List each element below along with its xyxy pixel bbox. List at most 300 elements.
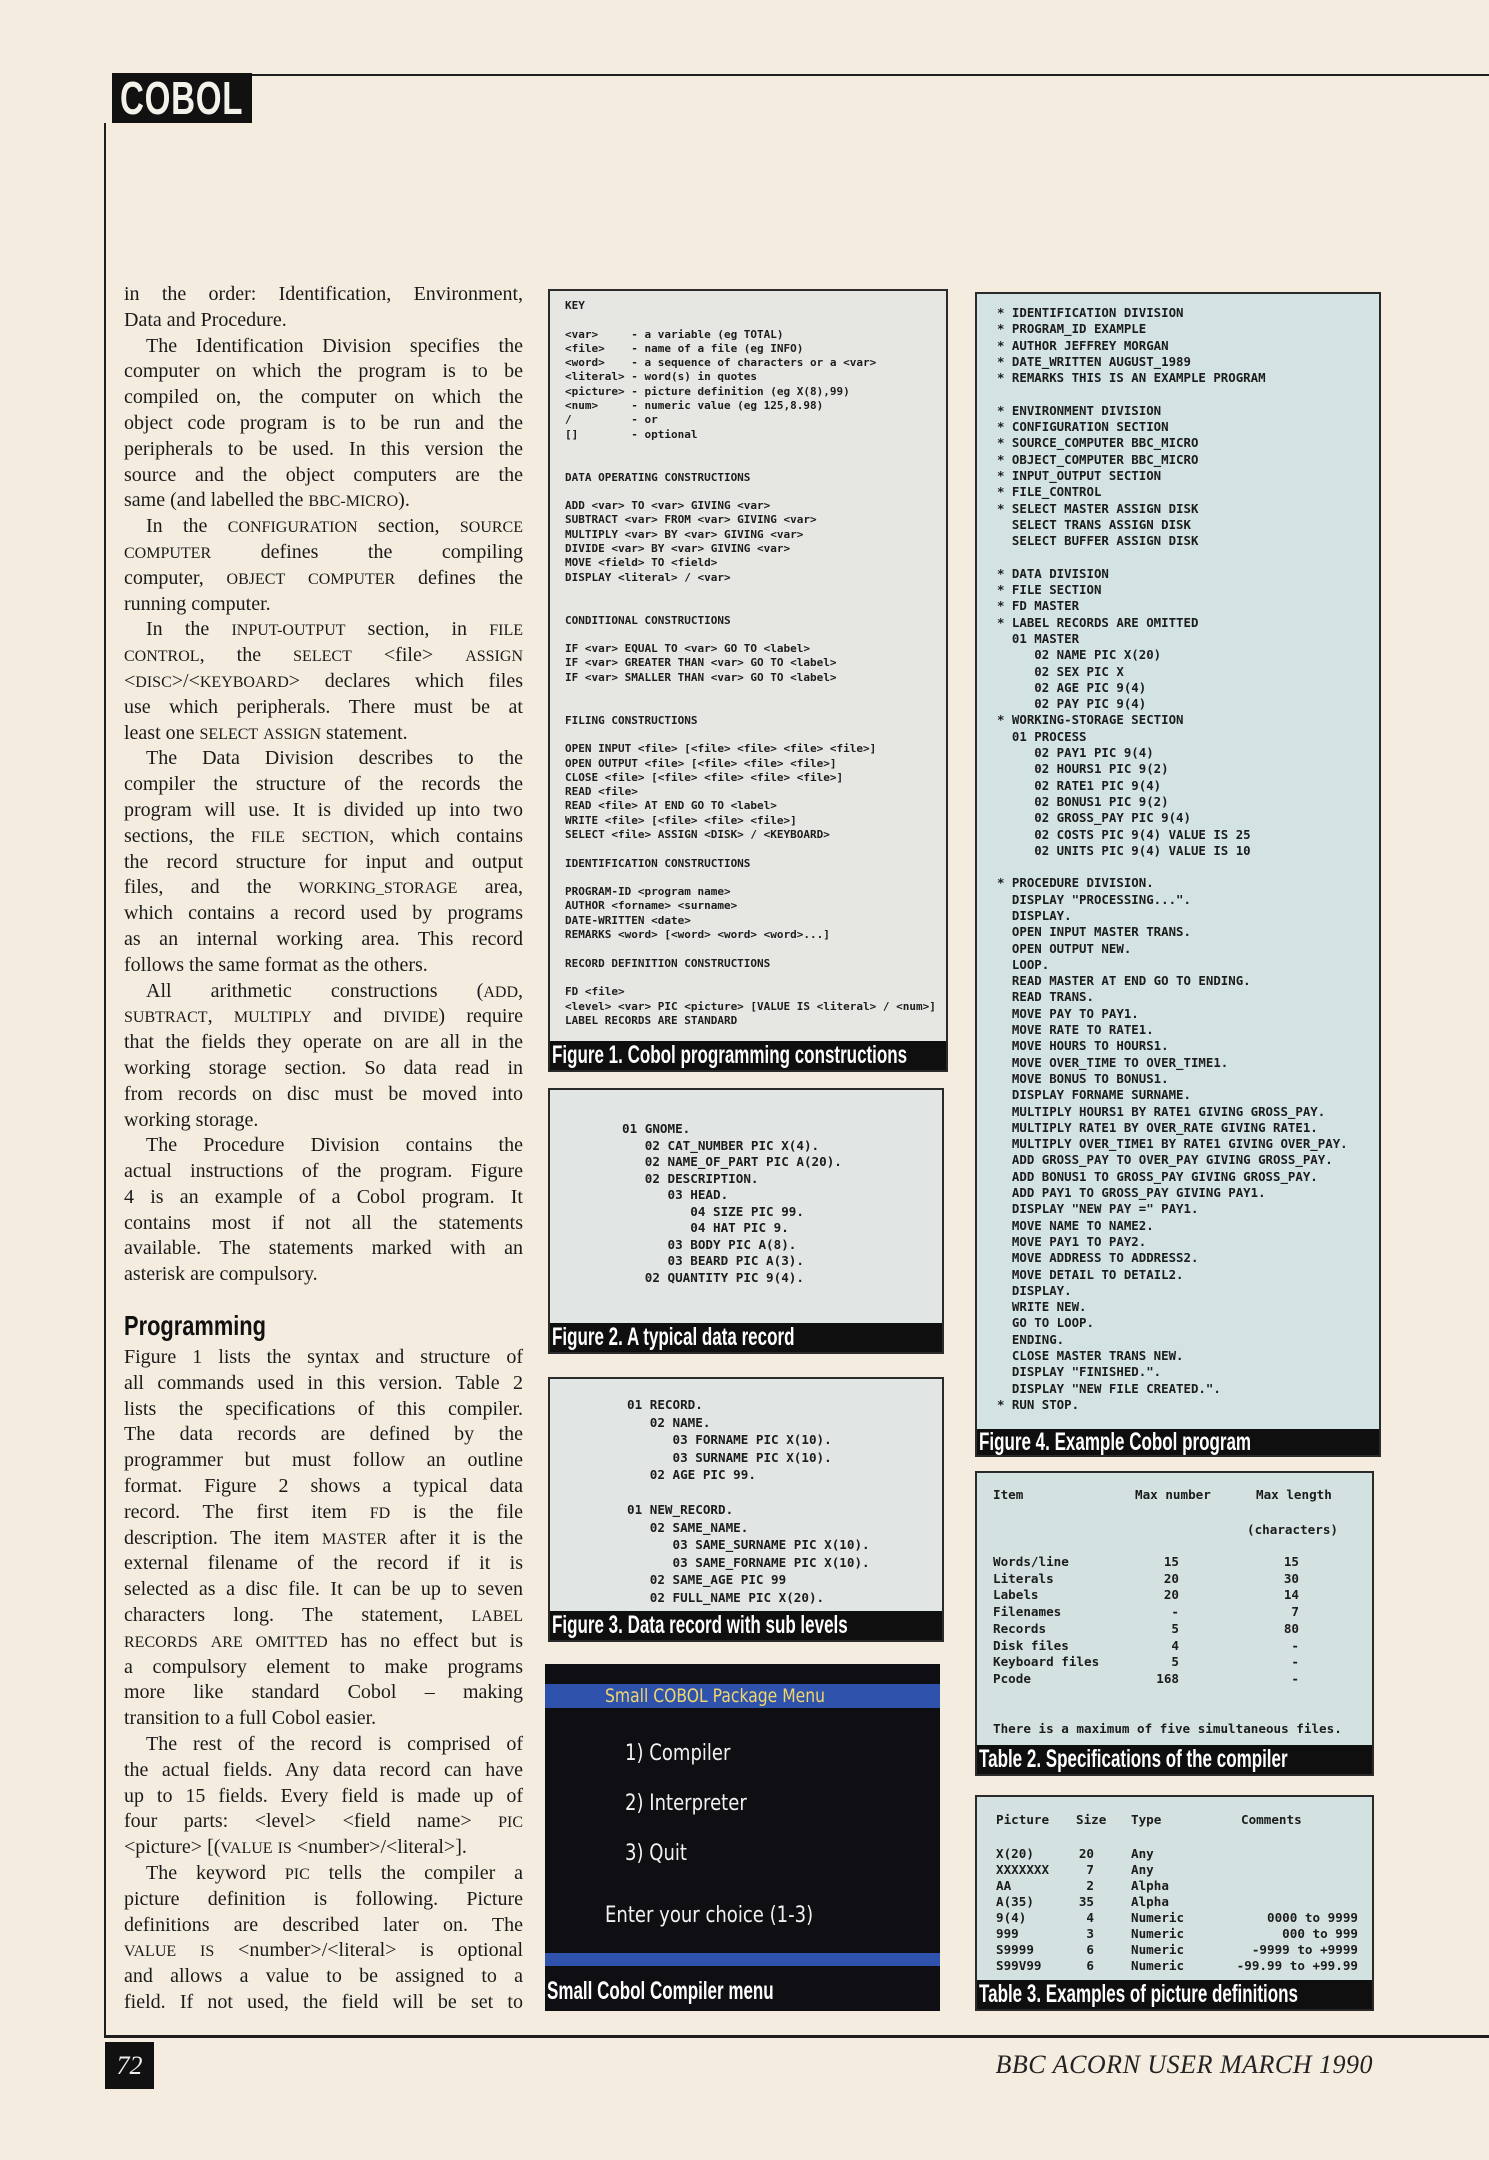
menu-bottom-bar — [545, 1953, 940, 1966]
table-3-cell-type: Any — [1131, 1846, 1154, 1861]
code-line: OPEN INPUT MASTER TRANS. — [997, 924, 1191, 940]
menu-item-quit: 3) Quit — [625, 1841, 687, 1866]
code-line: CLOSE <file> [<file> <file> <file> <file>] — [565, 770, 844, 784]
article-body-part1 — [124, 282, 523, 1288]
table-2-cell-item: Pcode — [993, 1670, 1031, 1686]
table-2-cell-max-number: 4 — [1171, 1637, 1179, 1653]
figure-1-caption-bar — [550, 1041, 946, 1070]
text-line: computer on which the program is to be — [124, 360, 523, 383]
code-line: DISPLAY FORNAME SURNAME. — [997, 1087, 1191, 1103]
code-line: * IDENTIFICATION DIVISION — [997, 305, 1184, 320]
text-line: more like standard Cobol – making — [124, 1681, 523, 1704]
code-line: RECORD DEFINITION CONSTRUCTIONS — [565, 956, 771, 970]
code-line: 02 NAME. — [627, 1414, 711, 1430]
table-3-cell-picture: 999 — [996, 1926, 1019, 1941]
text-line: in the order: Identification, Environment, — [124, 283, 523, 305]
code-line: MULTIPLY OVER_TIME1 BY RATE1 GIVING OVER_PAY. — [997, 1136, 1348, 1152]
code-line: * SELECT MASTER ASSIGN DISK — [997, 500, 1199, 516]
code-line: MOVE RATE TO RATE1. — [997, 1022, 1154, 1038]
table-2-cell-max-length: - — [1291, 1670, 1299, 1686]
text-line: SUBTRACT, MULTIPLY and DIVIDE) require — [124, 1005, 523, 1028]
menu-screenshot — [545, 1664, 940, 2011]
code-line: IF <var> EQUAL TO <var> GO TO <label> — [565, 642, 811, 656]
code-line: 02 SAME_AGE PIC 99 — [627, 1572, 787, 1587]
code-line: MOVE ADDRESS TO ADDRESS2. — [997, 1250, 1199, 1266]
text-line: working storage section. So data read in — [124, 1056, 523, 1079]
text-line: 4 is an example of a Cobol program. It — [124, 1185, 523, 1208]
text-line: <DISC>/<KEYBOARD> declares which files — [124, 669, 523, 692]
text-line: selected as a disc file. It can be up to seven — [124, 1578, 523, 1601]
code-line: READ MASTER AT END GO TO ENDING. — [997, 973, 1251, 989]
code-line: DIVIDE <var> BY <var> GIVING <var> — [565, 542, 791, 556]
header-rule — [252, 74, 1489, 76]
code-line — [565, 456, 936, 470]
text-line: use which peripherals. There must be at — [124, 695, 523, 718]
table-2-cell-item: Filenames — [993, 1604, 1062, 1620]
text-line: external filename of the record if it is — [124, 1552, 523, 1575]
code-line: * AUTHOR JEFFREY MORGAN — [997, 337, 1169, 353]
code-line: FILING CONSTRUCTIONS — [565, 713, 698, 727]
code-line: * PROCEDURE DIVISION. — [997, 875, 1154, 891]
code-line: 03 HEAD. — [622, 1187, 729, 1202]
text-line: from records on disc must be moved into — [124, 1082, 523, 1105]
text-line: All arithmetic constructions (ADD, — [146, 979, 523, 1002]
code-line: KEY — [565, 299, 585, 312]
text-line: which contains a record used by programs — [124, 902, 523, 925]
paragraph — [124, 1133, 523, 1288]
table-2-cell-item: Words/line — [993, 1554, 1069, 1569]
code-line: <var> - a variable (eg TOTAL) — [565, 327, 784, 341]
table-3-cell-picture: 9(4) — [996, 1910, 1027, 1925]
code-line: 02 SEX PIC X — [997, 663, 1124, 679]
table-2-cell-max-number: 20 — [1163, 1570, 1179, 1586]
figure-4 — [975, 292, 1381, 1457]
code-line — [565, 728, 936, 742]
code-line: 03 BODY PIC A(8). — [622, 1236, 797, 1252]
text-line: The Procedure Division contains the — [146, 1134, 523, 1157]
table-3-cell-comments: -9999 to +9999 — [1251, 1942, 1358, 1957]
text-line: program will use. It is divided up into two — [124, 798, 523, 821]
code-line: MOVE HOURS TO HOURS1. — [997, 1038, 1169, 1054]
table-2-cell-max-number: 5 — [1171, 1654, 1179, 1670]
code-line: OPEN OUTPUT NEW. — [997, 940, 1132, 956]
paragraph — [124, 746, 523, 978]
table-3-cell-comments: 000 to 999 — [1282, 1926, 1358, 1941]
code-line: * FD MASTER — [997, 598, 1080, 614]
text-line: the actual fields. Any data record can have — [124, 1758, 523, 1781]
text-line: The keyword PIC tells the compiler a — [146, 1861, 523, 1884]
code-line: 03 BEARD PIC A(3). — [622, 1253, 804, 1268]
text-line: object code program is to be run and the — [124, 411, 523, 434]
text-line: picture definition is following. Picture — [124, 1887, 523, 1910]
text-line: files, and the WORKING_STORAGE area, — [124, 876, 523, 899]
table-3-cell-type: Any — [1131, 1862, 1154, 1877]
code-line: MOVE <field> TO <field> — [565, 556, 718, 570]
code-line: * DATA DIVISION — [997, 565, 1109, 581]
table-2-cell-item: Records — [993, 1620, 1047, 1636]
code-line: 01 PROCESS — [997, 728, 1087, 744]
code-line: DISPLAY "PROCESSING...". — [997, 891, 1191, 907]
text-line: actual instructions of the program. Figure — [124, 1160, 523, 1183]
menu-item-interpreter: 2) Interpreter — [625, 1791, 747, 1816]
code-line: LOOP. — [997, 956, 1050, 972]
figure-3-caption-bar — [550, 1611, 942, 1640]
code-line: <word> - a sequence of characters or a <var> — [565, 356, 877, 370]
section-badge-label: COBOL — [120, 73, 244, 123]
text-line: record. The first item FD is the file — [124, 1500, 523, 1523]
code-line: FD <file> — [565, 985, 625, 999]
table-3-caption-bar — [977, 1980, 1372, 2009]
text-line: contains most if not all the statements — [124, 1211, 523, 1234]
code-line: CLOSE MASTER TRANS NEW. — [997, 1348, 1184, 1363]
text-line: all commands used in this version. Table 2 — [124, 1371, 523, 1394]
code-line: 03 SAME_FORNAME PIC X(10). — [627, 1554, 870, 1570]
code-line: / - or — [565, 413, 658, 427]
text-line: peripherals to be used. In this version the — [124, 437, 523, 460]
code-line: WRITE NEW. — [997, 1299, 1087, 1315]
table-3-cell-type: Numeric — [1131, 1910, 1185, 1925]
code-line: 02 DESCRIPTION. — [622, 1170, 759, 1186]
code-line: * WORKING-STORAGE SECTION — [997, 712, 1184, 728]
text-line: programmer but must follow an outline — [124, 1449, 523, 1472]
text-line: Figure 1 lists the syntax and structure of — [124, 1346, 523, 1368]
paragraph — [124, 1732, 523, 1861]
table-3-cell-size: 2 — [1086, 1878, 1094, 1893]
code-line: MULTIPLY HOURS1 BY RATE1 GIVING GROSS_PAY. — [997, 1103, 1326, 1119]
paragraph — [124, 282, 523, 334]
text-line: least one SELECT ASSIGN statement. — [124, 721, 408, 744]
code-line: 02 CAT_NUMBER PIC X(4). — [622, 1137, 820, 1153]
code-line: 02 HOURS1 PIC 9(2) — [997, 761, 1169, 777]
text-line: running computer. — [124, 592, 271, 615]
text-line: working storage. — [124, 1108, 259, 1131]
article-body-part2 — [124, 1345, 523, 2016]
code-line — [997, 549, 1348, 565]
code-line — [565, 842, 936, 856]
code-line: IF <var> GREATER THAN <var> GO TO <label> — [565, 656, 837, 670]
figure-2-caption-bar — [550, 1323, 942, 1352]
menu-prompt: Enter your choice (1-3) — [605, 1903, 814, 1928]
code-line: * FILE_CONTROL — [997, 484, 1102, 500]
code-line: 02 RATE1 PIC 9(4) — [997, 777, 1162, 793]
paragraph — [124, 514, 523, 617]
code-line: DISPLAY "NEW PAY =" PAY1. — [997, 1201, 1199, 1217]
code-line: * CONFIGURATION SECTION — [997, 419, 1169, 435]
text-line: as an internal working area. This record — [124, 927, 523, 950]
code-line: 02 COSTS PIC 9(4) VALUE IS 25 — [997, 826, 1251, 842]
figure-3-code — [627, 1397, 870, 1607]
menu-item-compiler: 1) Compiler — [625, 1741, 731, 1766]
paragraph — [124, 1345, 523, 1732]
figure-1 — [548, 289, 948, 1072]
magazine-footer: BBC ACORN USER MARCH 1990 — [995, 2050, 1373, 2079]
table-2-footnote: There is a maximum of five simultaneous files. — [993, 1721, 1342, 1736]
code-line: READ <file> AT END GO TO <label> — [565, 799, 777, 813]
code-line: <level> <var> PIC <picture> [VALUE IS <literal> / <num>] — [565, 999, 936, 1013]
code-line: MOVE NAME TO NAME2. — [997, 1217, 1154, 1233]
code-line — [627, 1485, 870, 1503]
code-line: 02 BONUS1 PIC 9(2) — [997, 793, 1169, 809]
page-number: 72 — [105, 2042, 154, 2089]
table-3-cell-picture: X(20) — [996, 1846, 1034, 1861]
code-line — [565, 942, 936, 956]
code-line: MOVE PAY TO PAY1. — [997, 1005, 1139, 1021]
text-line: and allows a value to be assigned to a — [124, 1965, 523, 1988]
text-line: characters long. The statement, LABEL — [124, 1603, 523, 1626]
code-line — [997, 859, 1348, 875]
table-3-cell-size: 4 — [1086, 1910, 1094, 1925]
figure-4-caption: Figure 4. Example Cobol program — [979, 1429, 1252, 1455]
table-2-cell-item: Disk files — [993, 1637, 1069, 1653]
code-line — [565, 971, 936, 985]
table-3-cell-type: Alpha — [1131, 1878, 1169, 1893]
table-2-caption: Table 2. Specifications of the compiler — [979, 1745, 1288, 1773]
table-2-cell-item: Literals — [993, 1570, 1054, 1586]
text-line: available. The statements marked with an — [124, 1237, 523, 1260]
code-line: 02 NAME_OF_PART PIC A(20). — [622, 1154, 842, 1169]
table-3-cell-picture: S9999 — [996, 1942, 1034, 1957]
table-3-cell-picture: S99V99 — [996, 1958, 1042, 1973]
code-line: MOVE PAY1 TO PAY2. — [997, 1233, 1147, 1249]
code-line: CONDITIONAL CONSTRUCTIONS — [565, 613, 731, 627]
text-line: In the INPUT-OUTPUT section, in FILE — [146, 618, 524, 641]
table-2-cell-max-length: 80 — [1283, 1620, 1299, 1636]
code-line: ADD GROSS_PAY TO OVER_PAY GIVING GROSS_PAY. — [997, 1152, 1333, 1168]
table-2-header-unit: (characters) — [1247, 1522, 1338, 1537]
code-line — [997, 386, 1348, 402]
table-2-header-item: Item — [993, 1487, 1024, 1502]
code-line: READ <file> — [565, 785, 638, 799]
code-line: REMARKS <word> [<word> <word> <word>...] — [565, 928, 830, 942]
code-line: 02 PAY1 PIC 9(4) — [997, 745, 1154, 761]
code-line — [565, 628, 936, 642]
code-line: MULTIPLY RATE1 BY OVER_RATE GIVING RATE1. — [997, 1119, 1318, 1135]
code-line — [565, 585, 936, 599]
table-3-header-type: Type — [1131, 1812, 1162, 1827]
menu-caption-bar — [545, 1977, 940, 2011]
table-3-cell-size: 6 — [1086, 1942, 1094, 1957]
code-line: * INPUT_OUTPUT SECTION — [997, 467, 1162, 483]
table-2 — [975, 1471, 1374, 1776]
code-line — [565, 699, 936, 713]
table-2-cell-max-number: - — [1171, 1604, 1179, 1620]
table-3-cell-size: 6 — [1086, 1958, 1094, 1973]
code-line: READ TRANS. — [997, 989, 1094, 1005]
figure-3 — [548, 1377, 944, 1642]
paragraph — [124, 1861, 523, 2016]
code-line: <picture> - picture definition (eg X(8),99) — [565, 384, 850, 398]
menu-title: Small COBOL Package Menu — [605, 1685, 825, 1707]
text-line: The data records are defined by the — [124, 1423, 523, 1446]
text-line: that the fields they operate on are all in the — [124, 1031, 523, 1054]
table-3-cell-size: 3 — [1086, 1926, 1094, 1941]
table-3-cell-comments: -99.99 to +99.99 — [1236, 1958, 1358, 1973]
code-line — [565, 442, 936, 456]
code-line: MULTIPLY <var> BY <var> GIVING <var> — [565, 527, 804, 541]
figure-4-caption-bar — [977, 1429, 1379, 1455]
code-line — [565, 313, 936, 327]
footer-rule — [104, 2035, 1489, 2038]
section-heading: Programming — [124, 1310, 266, 1341]
figure-2 — [548, 1088, 944, 1354]
code-line: LABEL RECORDS ARE STANDARD — [565, 1013, 738, 1027]
code-line: * RUN STOP. — [997, 1396, 1080, 1412]
figure-1-code — [565, 299, 936, 1028]
menu-caption: Small Cobol Compiler menu — [547, 1977, 774, 2005]
text-line: CONTROL, the SELECT <file> ASSIGN — [124, 644, 523, 667]
code-line: * PROGRAM_ID EXAMPLE — [997, 321, 1147, 337]
code-line: PROGRAM-ID <program name> — [565, 885, 731, 899]
code-line: MOVE DETAIL TO DETAIL2. — [997, 1266, 1184, 1282]
code-line: AUTHOR <forname> <surname> — [565, 899, 738, 913]
text-line: The Identification Division specifies the — [146, 334, 523, 357]
table-2-caption-bar — [977, 1745, 1372, 1774]
code-line: MOVE OVER_TIME TO OVER_TIME1. — [997, 1054, 1229, 1070]
table-2-cell-item: Labels — [993, 1587, 1039, 1603]
text-line: same (and labelled the BBC-MICRO). — [124, 489, 410, 512]
figure-4-code — [997, 305, 1348, 1413]
text-line: a compulsory element to make programs — [124, 1655, 523, 1678]
code-line — [565, 485, 936, 499]
code-line: 02 FULL_NAME PIC X(20). — [627, 1589, 825, 1605]
code-line: 02 UNITS PIC 9(4) VALUE IS 10 — [997, 842, 1251, 858]
text-line: up to 15 fields. Every field is made up of — [124, 1784, 523, 1807]
code-line: 01 MASTER — [997, 630, 1080, 646]
table-2-cell-max-length: - — [1291, 1654, 1299, 1670]
table-3-caption: Table 3. Examples of picture definitions — [979, 1980, 1298, 2008]
code-line: <literal> - word(s) in quotes — [565, 370, 758, 384]
code-line: 02 AGE PIC 99. — [627, 1467, 756, 1482]
table-3-header-picture: Picture — [996, 1812, 1050, 1827]
code-line — [565, 599, 936, 613]
code-line — [565, 685, 936, 699]
code-line: * SOURCE_COMPUTER BBC_MICRO — [997, 435, 1199, 451]
code-line: DISPLAY "FINISHED.". — [997, 1364, 1162, 1380]
table-2-cell-max-number: 168 — [1156, 1670, 1179, 1686]
figure-2-code — [622, 1121, 842, 1286]
table-2-cell-max-number: 20 — [1163, 1587, 1179, 1603]
code-line: 02 QUANTITY PIC 9(4). — [622, 1269, 804, 1285]
code-line: 01 NEW_RECORD. — [627, 1502, 734, 1517]
code-line: DISPLAY <literal> / <var> — [565, 570, 731, 584]
text-line: compiler the structure of the records the — [124, 773, 523, 796]
text-line: COMPUTER defines the compiling — [124, 540, 523, 563]
paragraph — [124, 617, 523, 746]
code-line: GO TO LOOP. — [997, 1315, 1094, 1331]
code-line: SELECT TRANS ASSIGN DISK — [997, 516, 1191, 532]
text-line: sections, the FILE SECTION, which contains — [124, 824, 523, 847]
table-3-cell-type: Numeric — [1131, 1926, 1185, 1941]
text-line: description. The item MASTER after it is the — [124, 1526, 523, 1549]
table-2-cell-max-length: 7 — [1291, 1604, 1299, 1620]
code-line: <file> - name of a file (eg INFO) — [565, 341, 804, 355]
code-line: ENDING. — [997, 1331, 1065, 1347]
code-line: DISPLAY. — [997, 1282, 1072, 1298]
text-line: The rest of the record is comprised of — [146, 1732, 523, 1755]
text-line: field. If not used, the field will be set to — [124, 1990, 523, 2013]
text-line: Data and Procedure. — [124, 308, 287, 331]
code-line: DATE-WRITTEN <date> — [565, 913, 691, 927]
code-line: ADD BONUS1 TO GROSS_PAY GIVING GROSS_PAY. — [997, 1168, 1318, 1184]
code-line: DISPLAY "NEW FILE CREATED.". — [997, 1380, 1221, 1396]
table-2-cell-item: Keyboard files — [993, 1654, 1100, 1670]
code-line: OPEN INPUT <file> [<file> <file> <file> <file>] — [565, 742, 877, 756]
table-2-cell-max-length: - — [1291, 1637, 1299, 1653]
text-line: RECORDS ARE OMITTED has no effect but is — [124, 1629, 524, 1652]
code-line: OPEN OUTPUT <file> [<file> <file> <file>] — [565, 756, 837, 770]
section-badge — [112, 73, 252, 123]
table-3-header-size: Size — [1076, 1812, 1107, 1827]
code-line: IDENTIFICATION CONSTRUCTIONS — [565, 856, 751, 870]
paragraph — [124, 334, 523, 515]
table-3-cell-picture: XXXXXXX — [996, 1862, 1050, 1877]
table-3-cell-size: 20 — [1078, 1846, 1094, 1861]
code-line: 02 NAME PIC X(20) — [997, 647, 1162, 663]
table-3-cell-type: Numeric — [1131, 1942, 1185, 1957]
text-line: compiled on, the computer on which the — [124, 386, 523, 409]
code-line: 03 SURNAME PIC X(10). — [627, 1449, 832, 1465]
left-rule — [104, 123, 106, 2037]
code-line: MOVE BONUS TO BONUS1. — [997, 1070, 1169, 1086]
code-line: * DATE_WRITTEN AUGUST_1989 — [997, 353, 1191, 369]
code-line: 02 SAME_NAME. — [627, 1519, 749, 1535]
code-line: * OBJECT_COMPUTER BBC_MICRO — [997, 451, 1199, 467]
text-line: <picture> [(VALUE IS <number>/<literal>]. — [124, 1836, 467, 1859]
text-line: format. Figure 2 shows a typical data — [124, 1474, 523, 1497]
code-line: IF <var> SMALLER THAN <var> GO TO <label> — [565, 670, 837, 684]
table-2-header-max-number: Max number — [1135, 1487, 1211, 1502]
text-line: asterisk are compulsory. — [124, 1263, 318, 1286]
code-line: SELECT BUFFER ASSIGN DISK — [997, 533, 1199, 549]
code-line: * ENVIRONMENT DIVISION — [997, 402, 1162, 418]
code-line: SUBTRACT <var> FROM <var> GIVING <var> — [565, 513, 817, 527]
code-line: 03 SAME_SURNAME PIC X(10). — [627, 1537, 870, 1552]
table-3-cell-picture: AA — [996, 1878, 1012, 1893]
table-3-cell-picture: A(35) — [996, 1894, 1034, 1909]
code-line: 02 PAY PIC 9(4) — [997, 696, 1147, 712]
table-2-cell-max-number: 5 — [1171, 1620, 1179, 1636]
code-line: 02 GROSS_PAY PIC 9(4) — [997, 810, 1191, 826]
code-line: ADD PAY1 TO GROSS_PAY GIVING PAY1. — [997, 1185, 1266, 1201]
figure-1-caption: Figure 1. Cobol programming constructions — [552, 1041, 908, 1069]
text-line: definitions are described later on. The — [124, 1913, 523, 1936]
code-line: 04 HAT PIC 9. — [622, 1220, 789, 1235]
code-line — [565, 871, 936, 885]
code-line: [] - optional — [565, 427, 698, 441]
table-3-cell-type: Alpha — [1131, 1894, 1169, 1909]
text-line: four parts: <level> <field name> PIC — [124, 1810, 523, 1833]
code-line: * LABEL RECORDS ARE OMITTED — [997, 614, 1199, 630]
text-line: follows the same format as the others. — [124, 953, 428, 976]
table-3-cell-size: 35 — [1078, 1894, 1094, 1909]
code-line: DATA OPERATING CONSTRUCTIONS — [565, 470, 751, 484]
text-line: The Data Division describes to the — [146, 747, 523, 770]
table-2-cell-max-length: 15 — [1283, 1554, 1299, 1569]
text-line: source and the object computers are the — [124, 463, 523, 486]
table-2-cell-max-number: 15 — [1163, 1554, 1179, 1569]
table-3-header-comments: Comments — [1241, 1812, 1302, 1827]
code-line: 01 RECORD. — [627, 1397, 703, 1412]
code-line: <num> - numeric value (eg 125,8.98) — [565, 399, 824, 413]
code-line: 04 SIZE PIC 99. — [622, 1203, 804, 1219]
text-line: VALUE IS <number>/<literal> is optional — [124, 1939, 523, 1962]
figure-2-caption: Figure 2. A typical data record — [552, 1323, 795, 1351]
code-line: WRITE <file> [<file> <file> <file>] — [565, 813, 797, 827]
code-line: 02 AGE PIC 9(4) — [997, 679, 1147, 695]
text-line: In the CONFIGURATION section, SOURCE — [146, 515, 523, 538]
text-line: computer, OBJECT COMPUTER defines the — [124, 566, 523, 589]
code-line: SELECT <file> ASSIGN <DISK> / <KEYBOARD> — [565, 827, 830, 841]
